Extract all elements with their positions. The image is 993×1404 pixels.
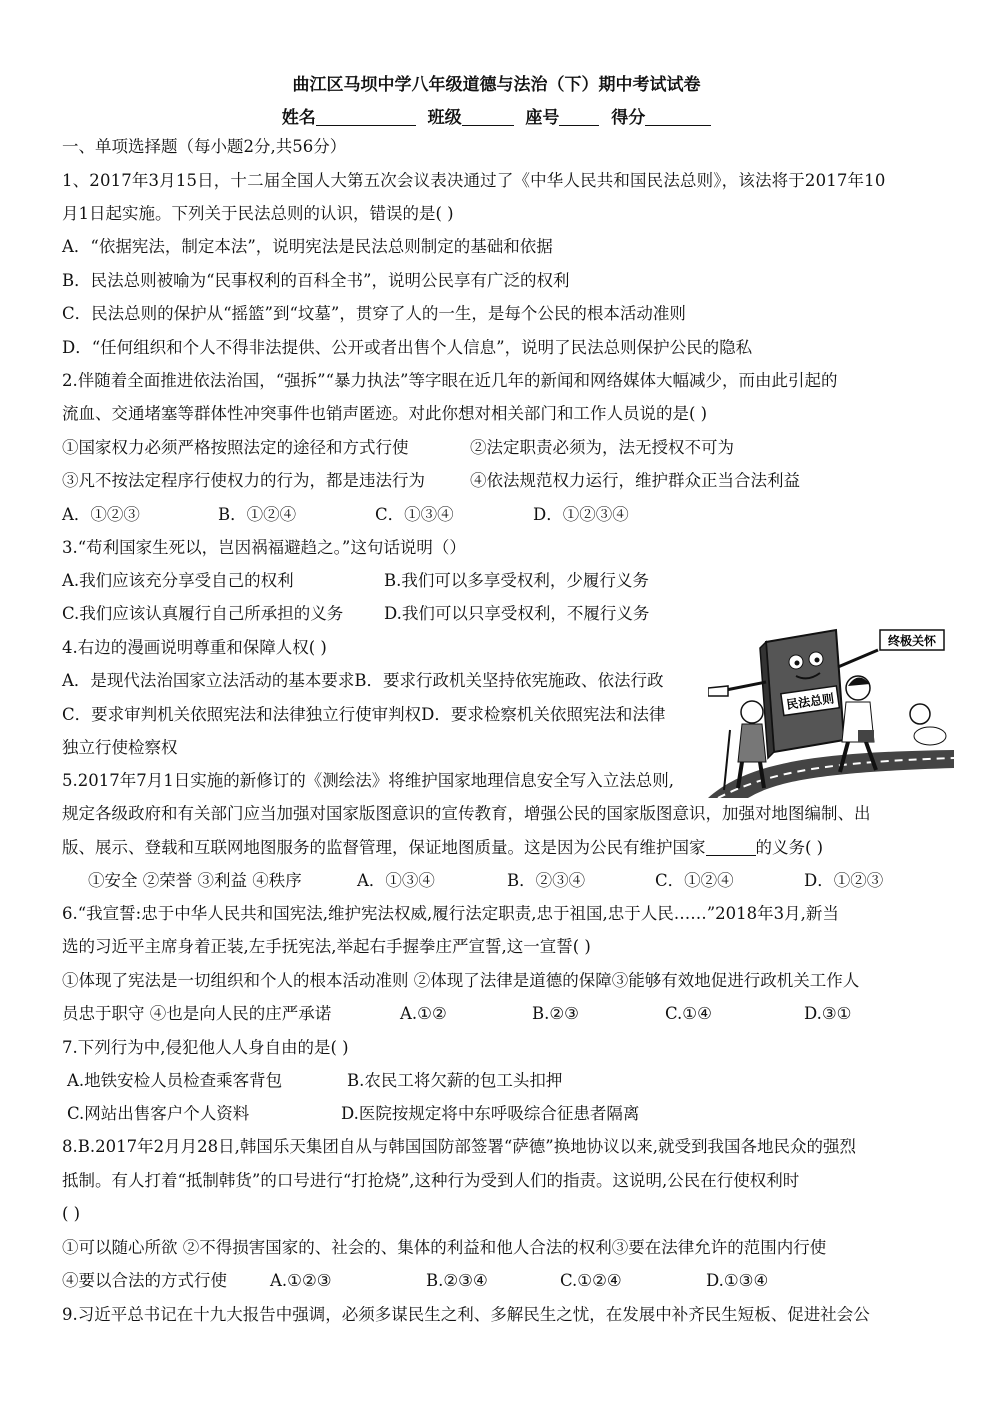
- name-label: 姓名: [281, 108, 316, 128]
- q9-stem-line1: 9.习近平总书记在十九大报告中强调，必须多谋民生之利、多解民生之忧，在发展中补齐民生短板、促进社会公: [62, 1305, 870, 1324]
- q5-answer-blank[interactable]: [706, 837, 756, 856]
- q1-option-a: A．“依据宪法，制定本法”，说明宪法是民法总则制定的基础和依据: [62, 237, 553, 256]
- class-label: 班级: [427, 108, 462, 128]
- q2-statement-2: ②法定职责必须为，法无授权不可为: [470, 438, 734, 457]
- q2-statement-3: ③凡不按法定程序行使权力的行为，都是违法行为: [62, 471, 425, 490]
- q1-option-d: D．“任何组织和个人不得非法提供、公开或者出售个人信息”，说明了民法总则保护公民的隐私: [62, 338, 753, 357]
- q8-stem-line2: 抵制。有人打着“抵制韩货”的口号进行“打抢烧”,这种行为受到人们的指责。这说明,公民在行使权利时: [62, 1171, 800, 1190]
- q5-items: ①安全 ②荣誉 ③利益 ④秩序: [88, 871, 302, 890]
- q6-statements-line2: 员忠于职守 ④也是向人民的庄严承诺: [62, 1004, 332, 1023]
- q8-option-c: C.①②④: [560, 1271, 622, 1290]
- q4-options-cd: C．要求审判机关依照宪法和法律独立行使审判权D．要求检察机关依照宪法和法律: [62, 705, 666, 724]
- score-blank[interactable]: [645, 107, 711, 126]
- q5-stem-line3-text: 版、展示、登载和互联网地图服务的监督管理，保证地图质量。这是因为公民有维护国家: [62, 838, 706, 857]
- q2-option-c: C．①③④: [375, 505, 454, 524]
- cartoon-sign-text: 终极关怀: [887, 634, 937, 648]
- q6-stem-line2: 选的习近平主席身着正装,左手抚宪法,举起右手握拳庄严宣誓,这一宣誓( ): [62, 937, 591, 956]
- q5-stem-line3: [62, 837, 823, 859]
- q3-option-b: B.我们可以多享受权利，少履行义务: [384, 571, 649, 590]
- q4-stem: 4.右边的漫画说明尊重和保障人权( ): [62, 638, 327, 657]
- q4-option-d-cont: 独立行使检察权: [62, 738, 178, 757]
- q6-stem-line1: 6.“我宣誓:忠于中华人民共和国宪法,维护宪法权威,履行法定职责,忠于祖国,忠于人民……”2018年3月,新当: [62, 904, 839, 923]
- q5-stem-line3-end: 的义务( ): [755, 838, 824, 857]
- section-heading: 一、单项选择题（每小题2分,共56分）: [62, 137, 347, 156]
- q5-option-b: B．②③④: [507, 871, 586, 890]
- q6-option-c: C.①④: [665, 1004, 712, 1023]
- q1-option-b: B．民法总则被喻为“民事权利的百科全书”，说明公民享有广泛的权利: [62, 271, 570, 290]
- q3-option-d: D.我们可以只享受权利，不履行义务: [384, 604, 650, 623]
- seat-blank[interactable]: [559, 107, 599, 126]
- q2-stem-line2: 流血、交通堵塞等群体性冲突事件也销声匿迹。对此你想对相关部门和工作人员说的是( ): [62, 404, 708, 423]
- q8-stem-line1: 8.B.2017年2月月28日,韩国乐天集团自从与韩国国防部签署“萨德”换地协议以来,就受到我国各地民众的强烈: [62, 1137, 856, 1156]
- cartoon-illustration: [708, 612, 954, 798]
- q7-stem: 7.下列行为中,侵犯他人人身自由的是( ): [62, 1038, 349, 1057]
- q7-option-b: B.农民工将欠薪的包工头扣押: [347, 1071, 563, 1090]
- cartoon-sign: [880, 630, 944, 650]
- q2-statement-4: ④依法规范权力运行，维护群众正当合法利益: [470, 471, 800, 490]
- q5-stem-line1: 5.2017年7月1日实施的新修订的《测绘法》将维护国家地理信息安全写入立法总则,: [62, 771, 674, 790]
- q3-option-c: C.我们应该认真履行自己所承担的义务: [62, 604, 344, 623]
- q8-statements-line2: ④要以合法的方式行使: [62, 1271, 227, 1290]
- q2-option-a: A．①②③: [62, 505, 140, 524]
- q6-option-d: D.③①: [804, 1004, 852, 1023]
- q1-stem-line2: 月1日起实施。下列关于民法总则的认识，错误的是( ): [62, 204, 454, 223]
- class-blank[interactable]: [462, 107, 514, 126]
- q5-option-a: A．①③④: [357, 871, 435, 890]
- exam-title: 曲江区马坝中学八年级道德与法治（下）期中考试试卷: [292, 75, 701, 95]
- q7-option-a: A.地铁安检人员检查乘客背包: [67, 1071, 283, 1090]
- seat-label: 座号: [525, 108, 560, 128]
- q2-option-b: B．①②④: [218, 505, 297, 524]
- q8-option-d: D.①③④: [706, 1271, 769, 1290]
- q5-stem-line2: 规定各级政府和有关部门应当加强对国家版图意识的宣传教育，增强公民的国家版图意识，加强对地图编制、出: [62, 804, 871, 823]
- name-blank[interactable]: [316, 107, 416, 126]
- student-info-row: [0, 103, 993, 128]
- q2-stem-line1: 2.伴随着全面推进依法治国，“强拆”“暴力执法”等字眼在近几年的新闻和网络媒体大幅减少，而由此引起的: [62, 371, 838, 390]
- q6-option-b: B.②③: [532, 1004, 579, 1023]
- q8-option-a: A.①②③: [270, 1271, 332, 1290]
- q2-option-d: D．①②③④: [533, 505, 629, 524]
- q6-option-a: A.①②: [400, 1004, 447, 1023]
- q8-option-b: B.②③④: [426, 1271, 488, 1290]
- baby-figure: [910, 704, 946, 745]
- q2-statement-1: ①国家权力必须严格按照法定的途径和方式行使: [62, 438, 409, 457]
- q7-option-c: C.网站出售客户个人资料: [67, 1104, 250, 1123]
- q1-option-c: C．民法总则的保护从“摇篮”到“坟墓”，贯穿了人的一生，是每个公民的根本活动准则: [62, 304, 686, 323]
- q4-options-ab: A．是现代法治国家立法活动的基本要求B．要求行政机关坚持依宪施政、依法行政: [62, 671, 664, 690]
- q3-stem: 3.“苟利国家生死以，岂因祸福避趋之。”这句话说明（）: [62, 538, 466, 557]
- q8-statements-line1: ①可以随心所欲 ②不得损害国家的、社会的、集体的利益和他人合法的权利③要在法律允许的范围内行使: [62, 1238, 827, 1257]
- cartoon-book-title: 民法总则: [785, 691, 836, 712]
- q7-option-d: D.医院按规定将中东呼吸综合征患者隔离: [341, 1104, 640, 1123]
- q8-stem-line3: ( ): [62, 1204, 81, 1223]
- constitution-book-icon: [760, 630, 844, 758]
- score-label: 得分: [611, 108, 646, 128]
- q1-stem-line1: 1、2017年3月15日，十二届全国人大第五次会议表决通过了《中华人民共和国民法总则》，该法将于2017年10: [62, 171, 886, 190]
- q6-statements-line1: ①体现了宪法是一切组织和个人的根本活动准则 ②体现了法律是道德的保障③能够有效地促进行政机关工作人: [62, 971, 860, 990]
- q5-option-c: C．①②④: [655, 871, 734, 890]
- q5-option-d: D．①②③: [804, 871, 884, 890]
- q3-option-a: A.我们应该充分享受自己的权利: [62, 571, 294, 590]
